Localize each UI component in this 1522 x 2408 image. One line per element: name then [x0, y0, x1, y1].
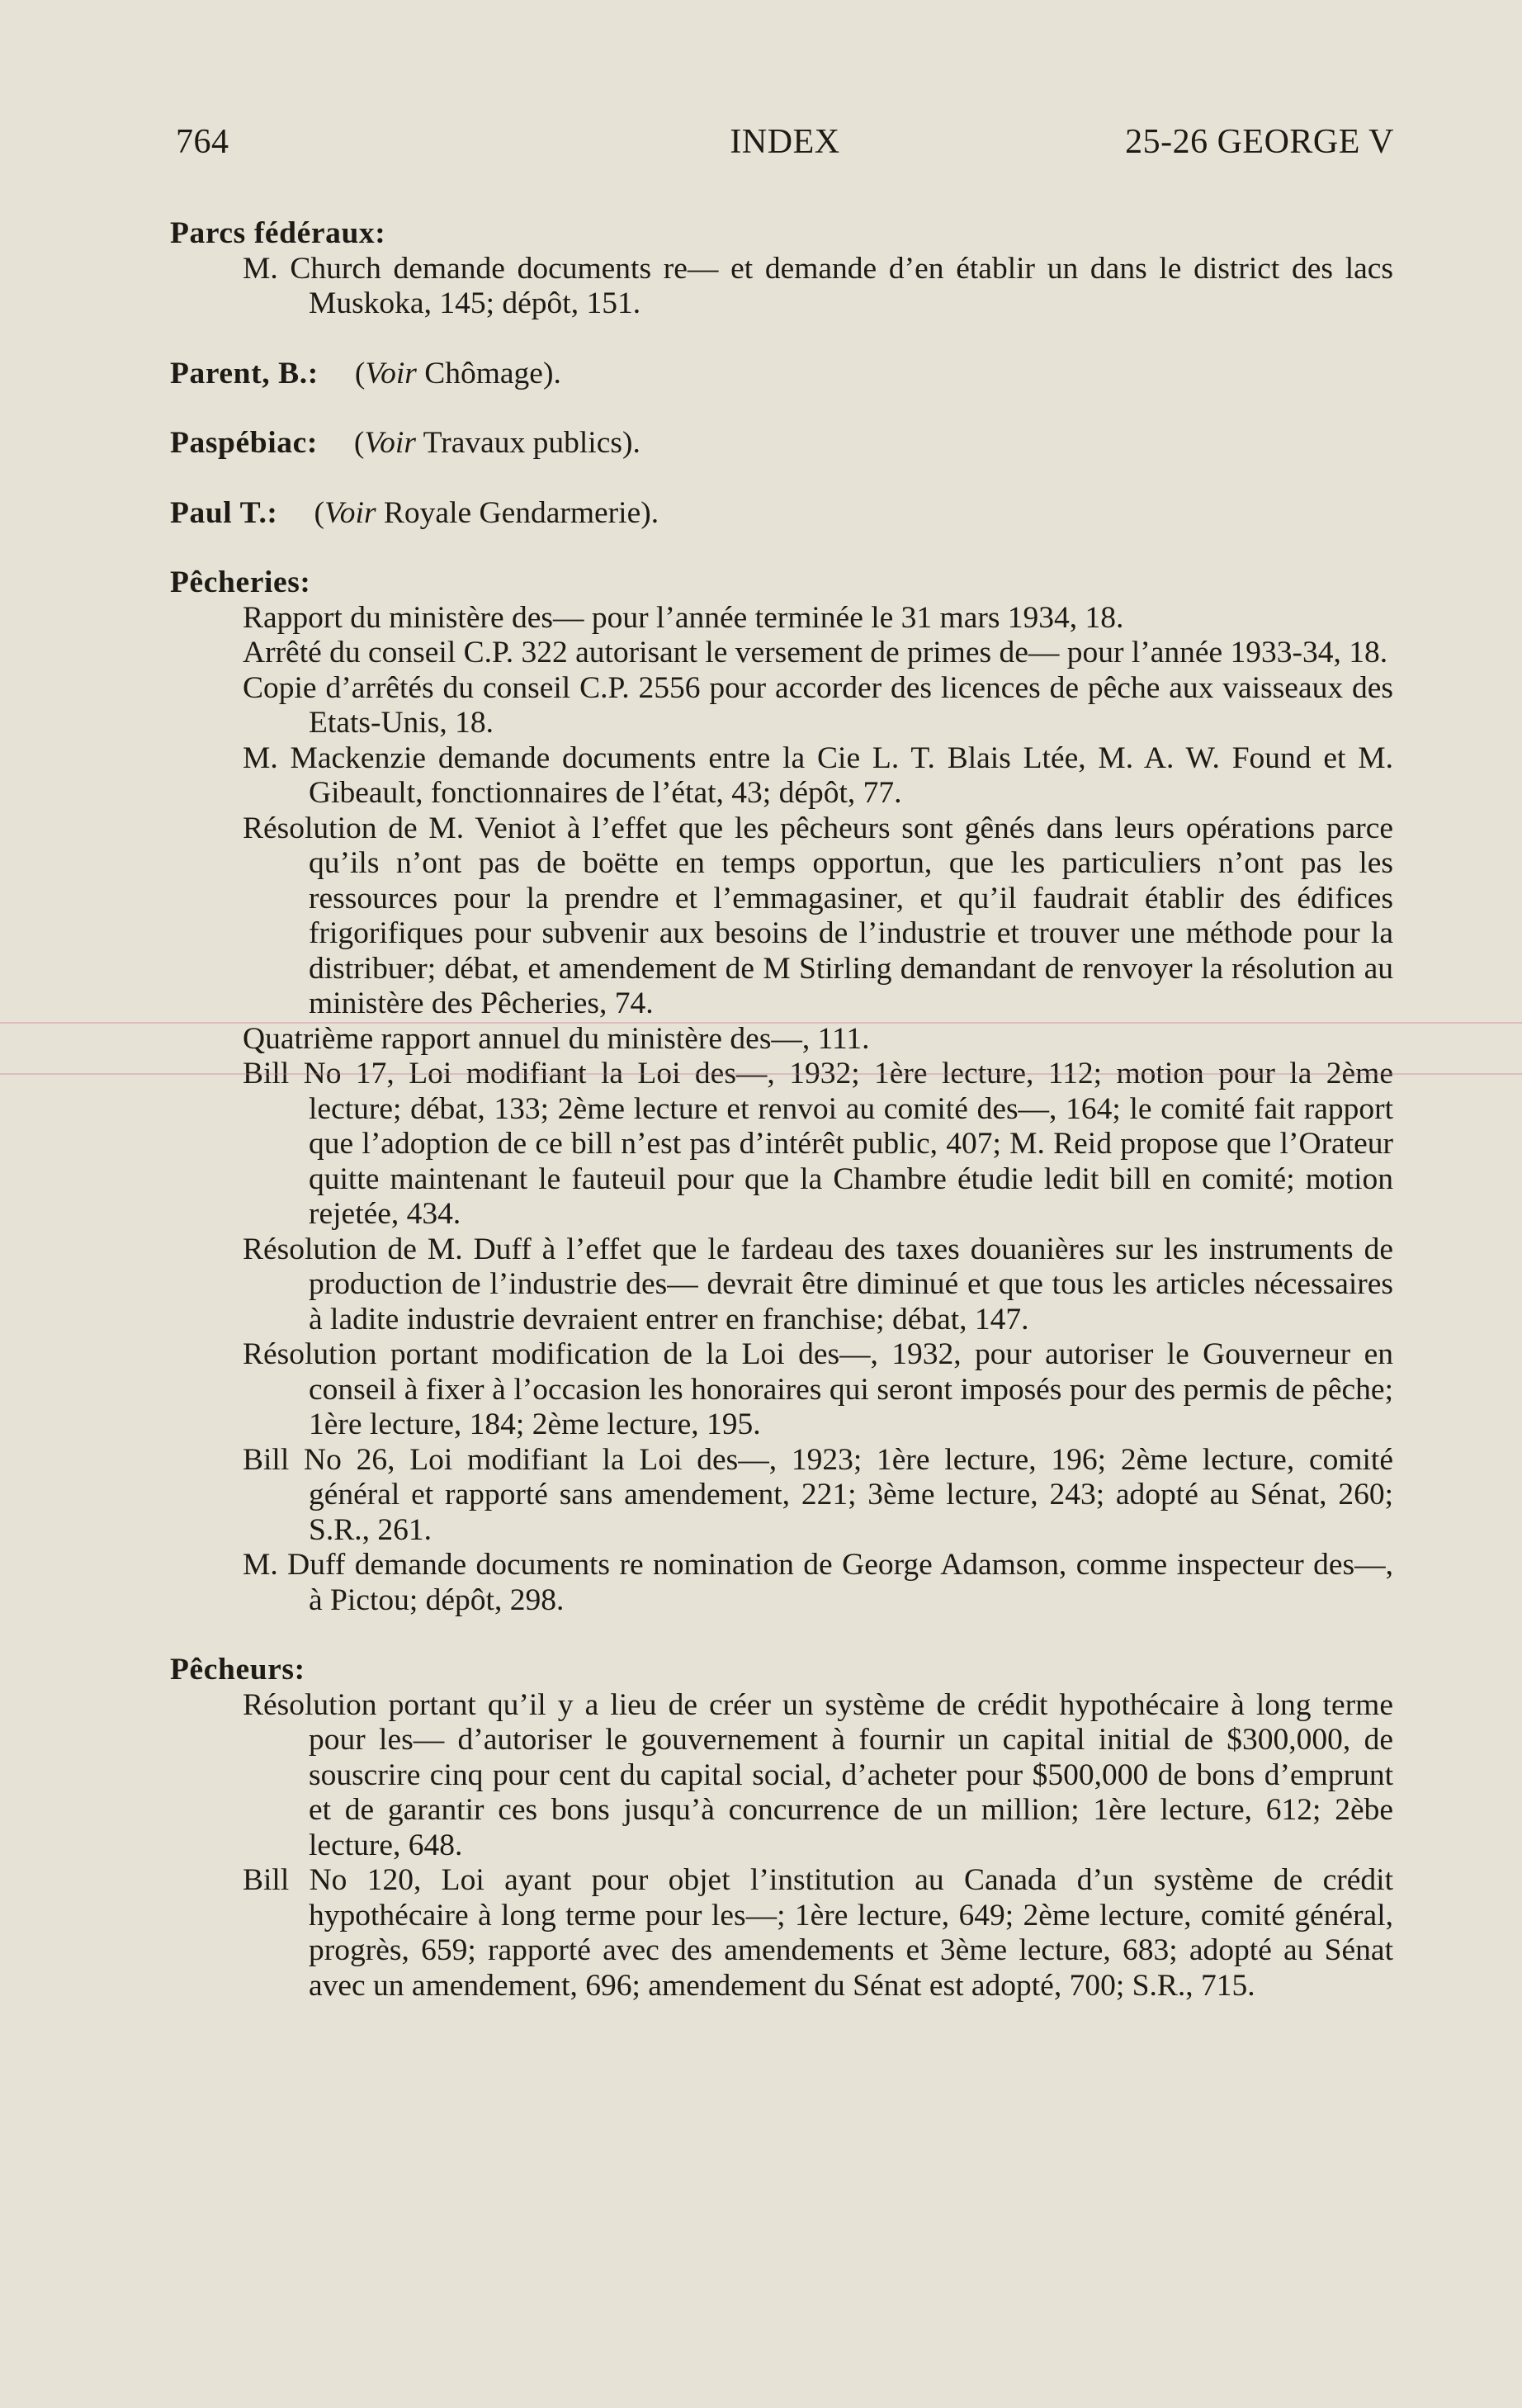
- index-section-pecheurs: [170, 1653, 1393, 2004]
- index-entry: M. Church demande documents re— et demande d’en établir un dans le district des lacs Muskoka, 145; dépôt, 151.: [243, 251, 1393, 320]
- cross-reference: [170, 357, 1393, 392]
- section-heading: Parcs fédéraux:: [170, 216, 386, 250]
- index-entry: M. Duff demande documents re nomination de George Adamson, comme inspecteur des—, à Pictou; dépôt, 298.: [243, 1548, 1393, 1617]
- running-head: [176, 122, 1394, 172]
- see-reference: (Voir Chômage).: [354, 356, 561, 390]
- index-section-pecheries: [170, 565, 1393, 1618]
- pink-margin-rule: [0, 1022, 1522, 1024]
- index-entry: Résolution portant modification de la Loi des—, 1932, pour autoriser le Gouverneur en conseil à fixer à l’occasion les honoraires qui seront imposés pour des permis de pêche; 1ère lecture, 184; 2ème lecture, 195.: [243, 1337, 1393, 1441]
- section-heading: Pêcheurs:: [170, 1653, 305, 1687]
- index-body: [170, 216, 1393, 2038]
- index-entry: Bill No 17, Loi modifiant la Loi des—, 1932; 1ère lecture, 112; motion pour la 2ème lecture; débat, 133; 2ème lecture et renvoi au comité des—, 164; le comité fait rapport que l’adoption de ce bill n’est pas d’intérêt public, 407; M. Reid propose que l’Orateur quitte maintenant le fauteuil pour que la Chambre étudie ledit bill en comité; motion rejetée, 434.: [243, 1057, 1393, 1231]
- section-heading: Paspébiac:: [170, 426, 318, 460]
- index-entry: Quatrième rapport annuel du ministère des—, 111.: [243, 1021, 870, 1056]
- see-reference: (Voir Travaux publics).: [353, 426, 640, 460]
- index-entry: Bill No 26, Loi modifiant la Loi des—, 1923; 1ère lecture, 196; 2ème lecture, comité général et rapporté sans amendement, 221; 3ème lecture, 243; adopté au Sénat, 260; S.R., 261.: [243, 1442, 1393, 1547]
- page-number: 764: [176, 123, 229, 161]
- index-entry: Résolution de M. Veniot à l’effet que les pêcheurs sont gênés dans leurs opérations parce qu’ils n’ont pas de boëtte en temps opportun, que les particuliers n’ont pas les ressources pour la prendre et l’emmagasiner, et qu’il faudrait établir des édifices frigorifiques pour subvenir aux besoins de l’industrie et trouver une méthode pour la distribuer; débat, et amendement de M Stirling demandant de renvoyer la résolution au ministère des Pêcheries, 74.: [243, 811, 1393, 1020]
- index-section-paspebiac: [170, 426, 1393, 461]
- voir-label: Voir: [365, 356, 417, 390]
- cross-reference: [170, 426, 1393, 461]
- index-entry: Résolution de M. Duff à l’effet que le fardeau des taxes douanières sur les instruments de production de l’industrie des— devrait être diminué et que tous les articles nécessaires à ladite industrie devraient entrer en franchise; débat, 147.: [243, 1232, 1393, 1336]
- index-section-paul-t: [170, 496, 1393, 532]
- section-heading: Parent, B.:: [170, 356, 319, 390]
- index-entry: Rapport du ministère des— pour l’année terminée le 31 mars 1934, 18.: [243, 600, 1124, 635]
- section-heading: Paul T.:: [170, 495, 278, 530]
- reference-target: Travaux publics).: [423, 426, 640, 460]
- section-heading: Pêcheries:: [170, 565, 311, 599]
- reference-target: Chômage).: [424, 356, 561, 390]
- index-entry: M. Mackenzie demande documents entre la Cie L. T. Blais Ltée, M. A. W. Found et M. Gibeault, fonctionnaires de l’état, 43; dépôt, 77.: [243, 740, 1393, 810]
- reference-target: Royale Gendarmerie).: [383, 495, 659, 530]
- pink-margin-rule: [0, 1073, 1522, 1075]
- voir-label: Voir: [324, 495, 376, 530]
- volume-label: 25-26 GEORGE V: [1125, 123, 1394, 161]
- index-entry: Bill No 120, Loi ayant pour objet l’institution au Canada d’un système de crédit hypothécaire à long terme pour les—; 1ère lecture, 649; 2ème lecture, comité général, progrès, 659; rapporté avec des amendements et 3ème lecture, 683; adopté au Sénat avec un amendement, 696; amendement du Sénat est adopté, 700; S.R., 715.: [243, 1863, 1393, 2003]
- index-section-parcs-federaux: [170, 216, 1393, 322]
- cross-reference: [170, 496, 1393, 532]
- index-section-parent-b: [170, 357, 1393, 392]
- see-reference: (Voir Royale Gendarmerie).: [314, 495, 659, 530]
- index-entry: Copie d’arrêtés du conseil C.P. 2556 pour accorder des licences de pêche aux vaisseaux des Etats-Unis, 18.: [243, 670, 1393, 740]
- voir-label: Voir: [364, 426, 416, 460]
- index-entry: Arrêté du conseil C.P. 322 autorisant le versement de primes de— pour l’année 1933-34, 18.: [243, 636, 1388, 669]
- index-entry: Résolution portant qu’il y a lieu de créer un système de crédit hypothécaire à long terme pour les— d’autoriser le gouvernement à fournir un capital initial de $300,000, de souscrire cinq pour cent du capital social, d’acheter pour $500,000 de bons d’emprunt et de garantir ces bons jusqu’à concurrence de un million; 1ère lecture, 612; 2èbe lecture, 648.: [243, 1687, 1393, 1862]
- running-title: INDEX: [730, 123, 840, 161]
